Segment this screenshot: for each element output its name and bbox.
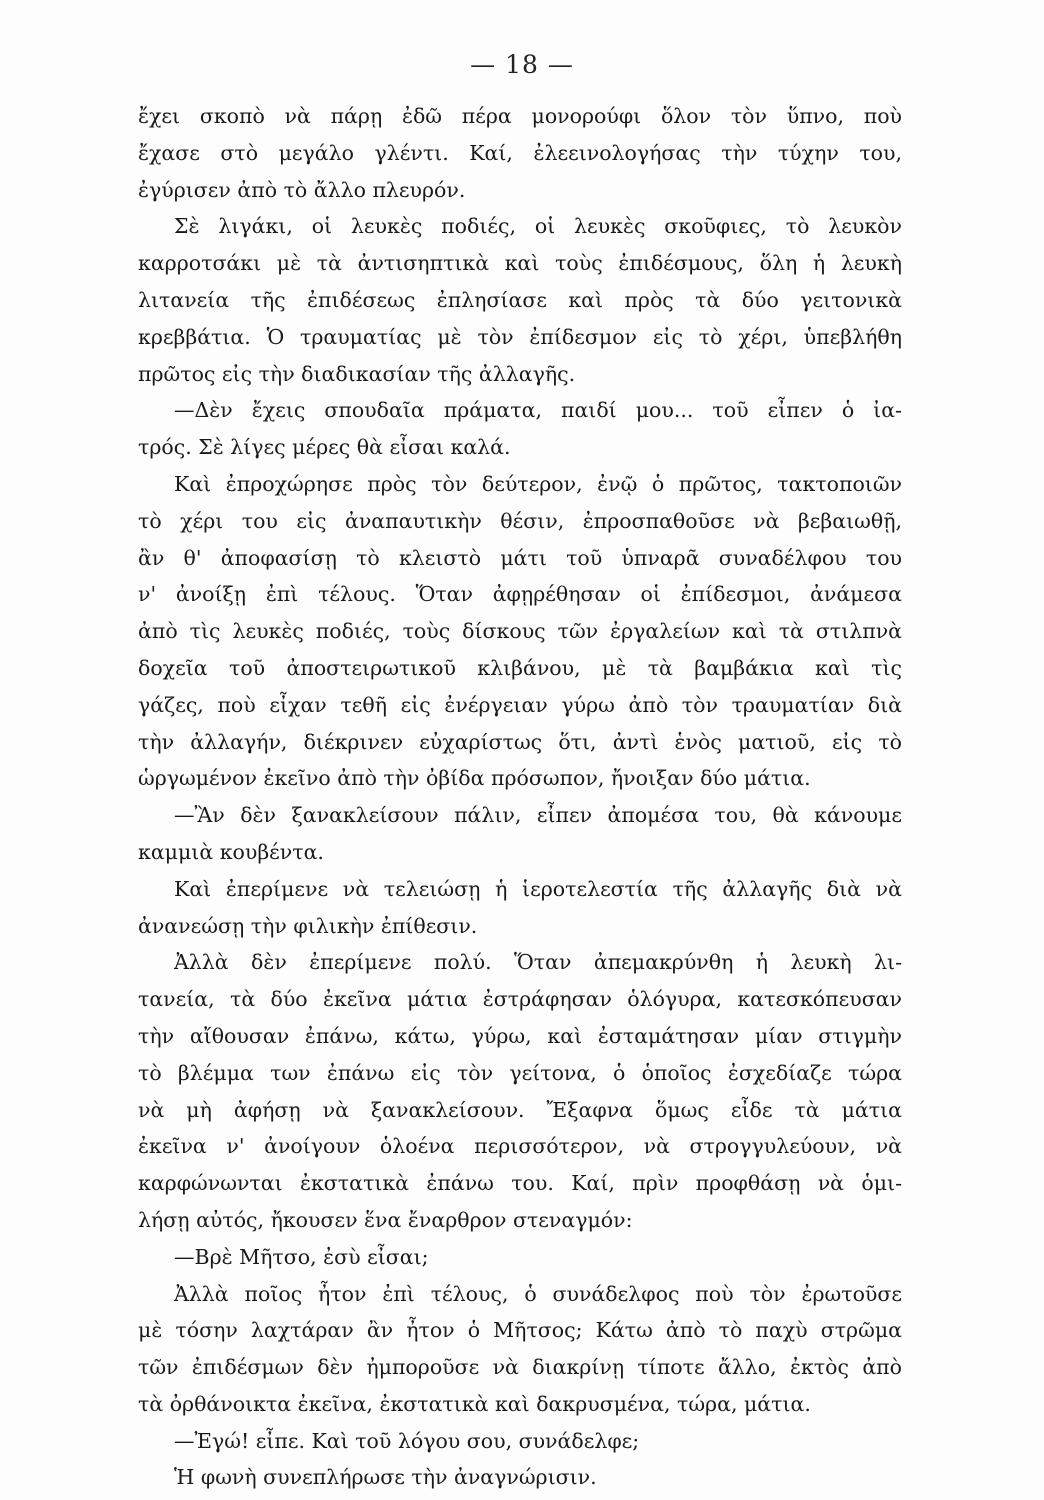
text-line: λιτανεία τῆς ἐπιδέσεως ἐπλησίασε καὶ πρὸς τὰ δύο γειτονικὰ bbox=[138, 287, 902, 312]
text-line: τὰ ὀρθάνοικτα ἐκεῖνα, ἐκστατικὰ καὶ δακρυσμένα, τώρα, μάτια. bbox=[138, 1391, 811, 1416]
text-line: καμμιὰ κουβέντα. bbox=[138, 839, 324, 864]
text-line: νὰ μὴ ἀφήσῃ νὰ ξανακλείσουν. Ἔξαφνα ὅμως εἶδε τὰ μάτια bbox=[138, 1097, 902, 1122]
text-line: —Ἂν δὲν ξανακλείσουν πάλιν, εἶπεν ἀπομέσα του, θὰ κάνουμε bbox=[174, 803, 902, 828]
text-line: ὡργωμένον ἐκεῖνο ἀπὸ τὴν ὀβίδα πρόσωπον, ἤνοιξαν δύο μάτια. bbox=[138, 766, 811, 791]
text-line: τανεία, τὰ δύο ἐκεῖνα μάτια ἐστράφησαν ὁλόγυρα, κατεσκόπευσαν bbox=[138, 987, 902, 1012]
text-line: τῶν ἐπιδέσμων δὲν ἠμποροῦσε νὰ διακρίνῃ τίποτε ἄλλο, ἐκτὸς ἀπὸ bbox=[138, 1355, 902, 1380]
body-text bbox=[138, 98, 902, 1496]
text-line: τρός. Σὲ λίγες μέρες θὰ εἶσαι καλά. bbox=[138, 435, 511, 460]
text-line: μὲ τόσην λαχτάραν ἂν ἦτον ὁ Μῆτσος; Κάτω ἀπὸ τὸ παχὺ στρῶμα bbox=[138, 1318, 902, 1343]
text-line: Ἀλλὰ δὲν ἐπερίμενε πολύ. Ὅταν ἀπεμακρύνθη ἡ λευκὴ λι- bbox=[174, 950, 902, 975]
text-line: Ἡ φωνὴ συνεπλήρωσε τὴν ἀναγνώρισιν. bbox=[174, 1465, 597, 1490]
text-line: καρφώνωνται ἐκστατικὰ ἐπάνω του. Καί, πρὶν προφθάσῃ νὰ ὁμι- bbox=[138, 1171, 902, 1196]
text-line: Καὶ ἐπερίμενε νὰ τελειώσῃ ἡ ἱεροτελεστία τῆς ἀλλαγῆς διὰ νὰ bbox=[174, 876, 902, 901]
page-number: — 18 — bbox=[470, 50, 574, 79]
text-line: κρεββάτια. Ὁ τραυματίας μὲ τὸν ἐπίδεσμον εἰς τὸ χέρι, ὑπεβλήθη bbox=[138, 324, 902, 349]
text-line: ἀνανεώσῃ τὴν φιλικὴν ἐπίθεσιν. bbox=[138, 913, 478, 938]
text-line: —Δὲν ἔχεις σπουδαῖα πράματα, παιδί μου... τοῦ εἶπεν ὁ ἰα- bbox=[174, 398, 902, 423]
text-line: γάζες, ποὺ εἶχαν τεθῆ εἰς ἐνέργειαν γύρω ἀπὸ τὸν τραυματίαν διὰ bbox=[138, 692, 902, 717]
text-line: ἔχασε στὸ μεγάλο γλέντι. Καί, ἐλεεινολογήσας τὴν τύχην του, bbox=[138, 140, 902, 165]
text-line: ἀπὸ τὶς λευκὲς ποδιές, τοὺς δίσκους τῶν ἐργαλείων καὶ τὰ στιλπνὰ bbox=[138, 619, 902, 644]
text-line: καρροτσάκι μὲ τὰ ἀντισηπτικὰ καὶ τοὺς ἐπιδέσμους, ὅλη ἡ λευκὴ bbox=[138, 251, 902, 276]
text-line: ἐγύρισεν ἀπὸ τὸ ἄλλο πλευρόν. bbox=[138, 177, 466, 202]
text-line: Καὶ ἐπροχώρησε πρὸς τὸν δεύτερον, ἐνῷ ὁ πρῶτος, τακτοποιῶν bbox=[174, 471, 902, 496]
text-line: τὴν αἴθουσαν ἐπάνω, κάτω, γύρω, καὶ ἐσταμάτησαν μίαν στιγμὴν bbox=[138, 1023, 902, 1048]
text-line: Σὲ λιγάκι, οἱ λευκὲς ποδιές, οἱ λευκὲς σκοῦφιες, τὸ λευκὸν bbox=[174, 214, 902, 239]
text-line: τὸ χέρι του εἰς ἀναπαυτικὴν θέσιν, ἐπροσπαθοῦσε νὰ βεβαιωθῇ, bbox=[138, 508, 902, 533]
text-line: Ἀλλὰ ποῖος ἦτον ἐπὶ τέλους, ὁ συνάδελφος ποὺ τὸν ἐρωτοῦσε bbox=[174, 1281, 902, 1306]
text-line: ἐκεῖνα ν' ἀνοίγουν ὁλοένα περισσότερον, νὰ στρογγυλεύουν, νὰ bbox=[138, 1134, 902, 1159]
text-line: λήσῃ αὐτός, ἤκουσεν ἕνα ἔναρθρον στεναγμόν: bbox=[138, 1207, 633, 1232]
text-line: πρῶτος εἰς τὴν διαδικασίαν τῆς ἀλλαγῆς. bbox=[138, 361, 576, 386]
text-line: —Ἐγώ! εἶπε. Καὶ τοῦ λόγου σου, συνάδελφε; bbox=[174, 1428, 640, 1453]
text-line: ἂν θ' ἀποφασίσῃ τὸ κλειστὸ μάτι τοῦ ὑπναρᾶ συναδέλφου του bbox=[138, 545, 902, 570]
text-line: δοχεῖα τοῦ ἀποστειρωτικοῦ κλιβάνου, μὲ τὰ βαμβάκια καὶ τὶς bbox=[138, 655, 902, 680]
text-line: —Βρὲ Μῆτσο, ἐσὺ εἶσαι; bbox=[174, 1244, 429, 1269]
text-line: τὸ βλέμμα των ἐπάνω εἰς τὸν γείτονα, ὁ ὁποῖος ἐσχεδίαζε τώρα bbox=[138, 1060, 902, 1085]
text-line: ν' ἀνοίξῃ ἐπὶ τέλους. Ὅταν ἀφῃρέθησαν οἱ ἐπίδεσμοι, ἀνάμεσα bbox=[138, 582, 902, 607]
text-line: ἔχει σκοπὸ νὰ πάρῃ ἐδῶ πέρα μονορούφι ὅλον τὸν ὕπνο, ποὺ bbox=[138, 104, 902, 128]
text-line: τὴν ἀλλαγήν, διέκρινεν εὐχαρίστως ὅτι, ἀντὶ ἑνὸς ματιοῦ, εἰς τὸ bbox=[138, 729, 902, 754]
